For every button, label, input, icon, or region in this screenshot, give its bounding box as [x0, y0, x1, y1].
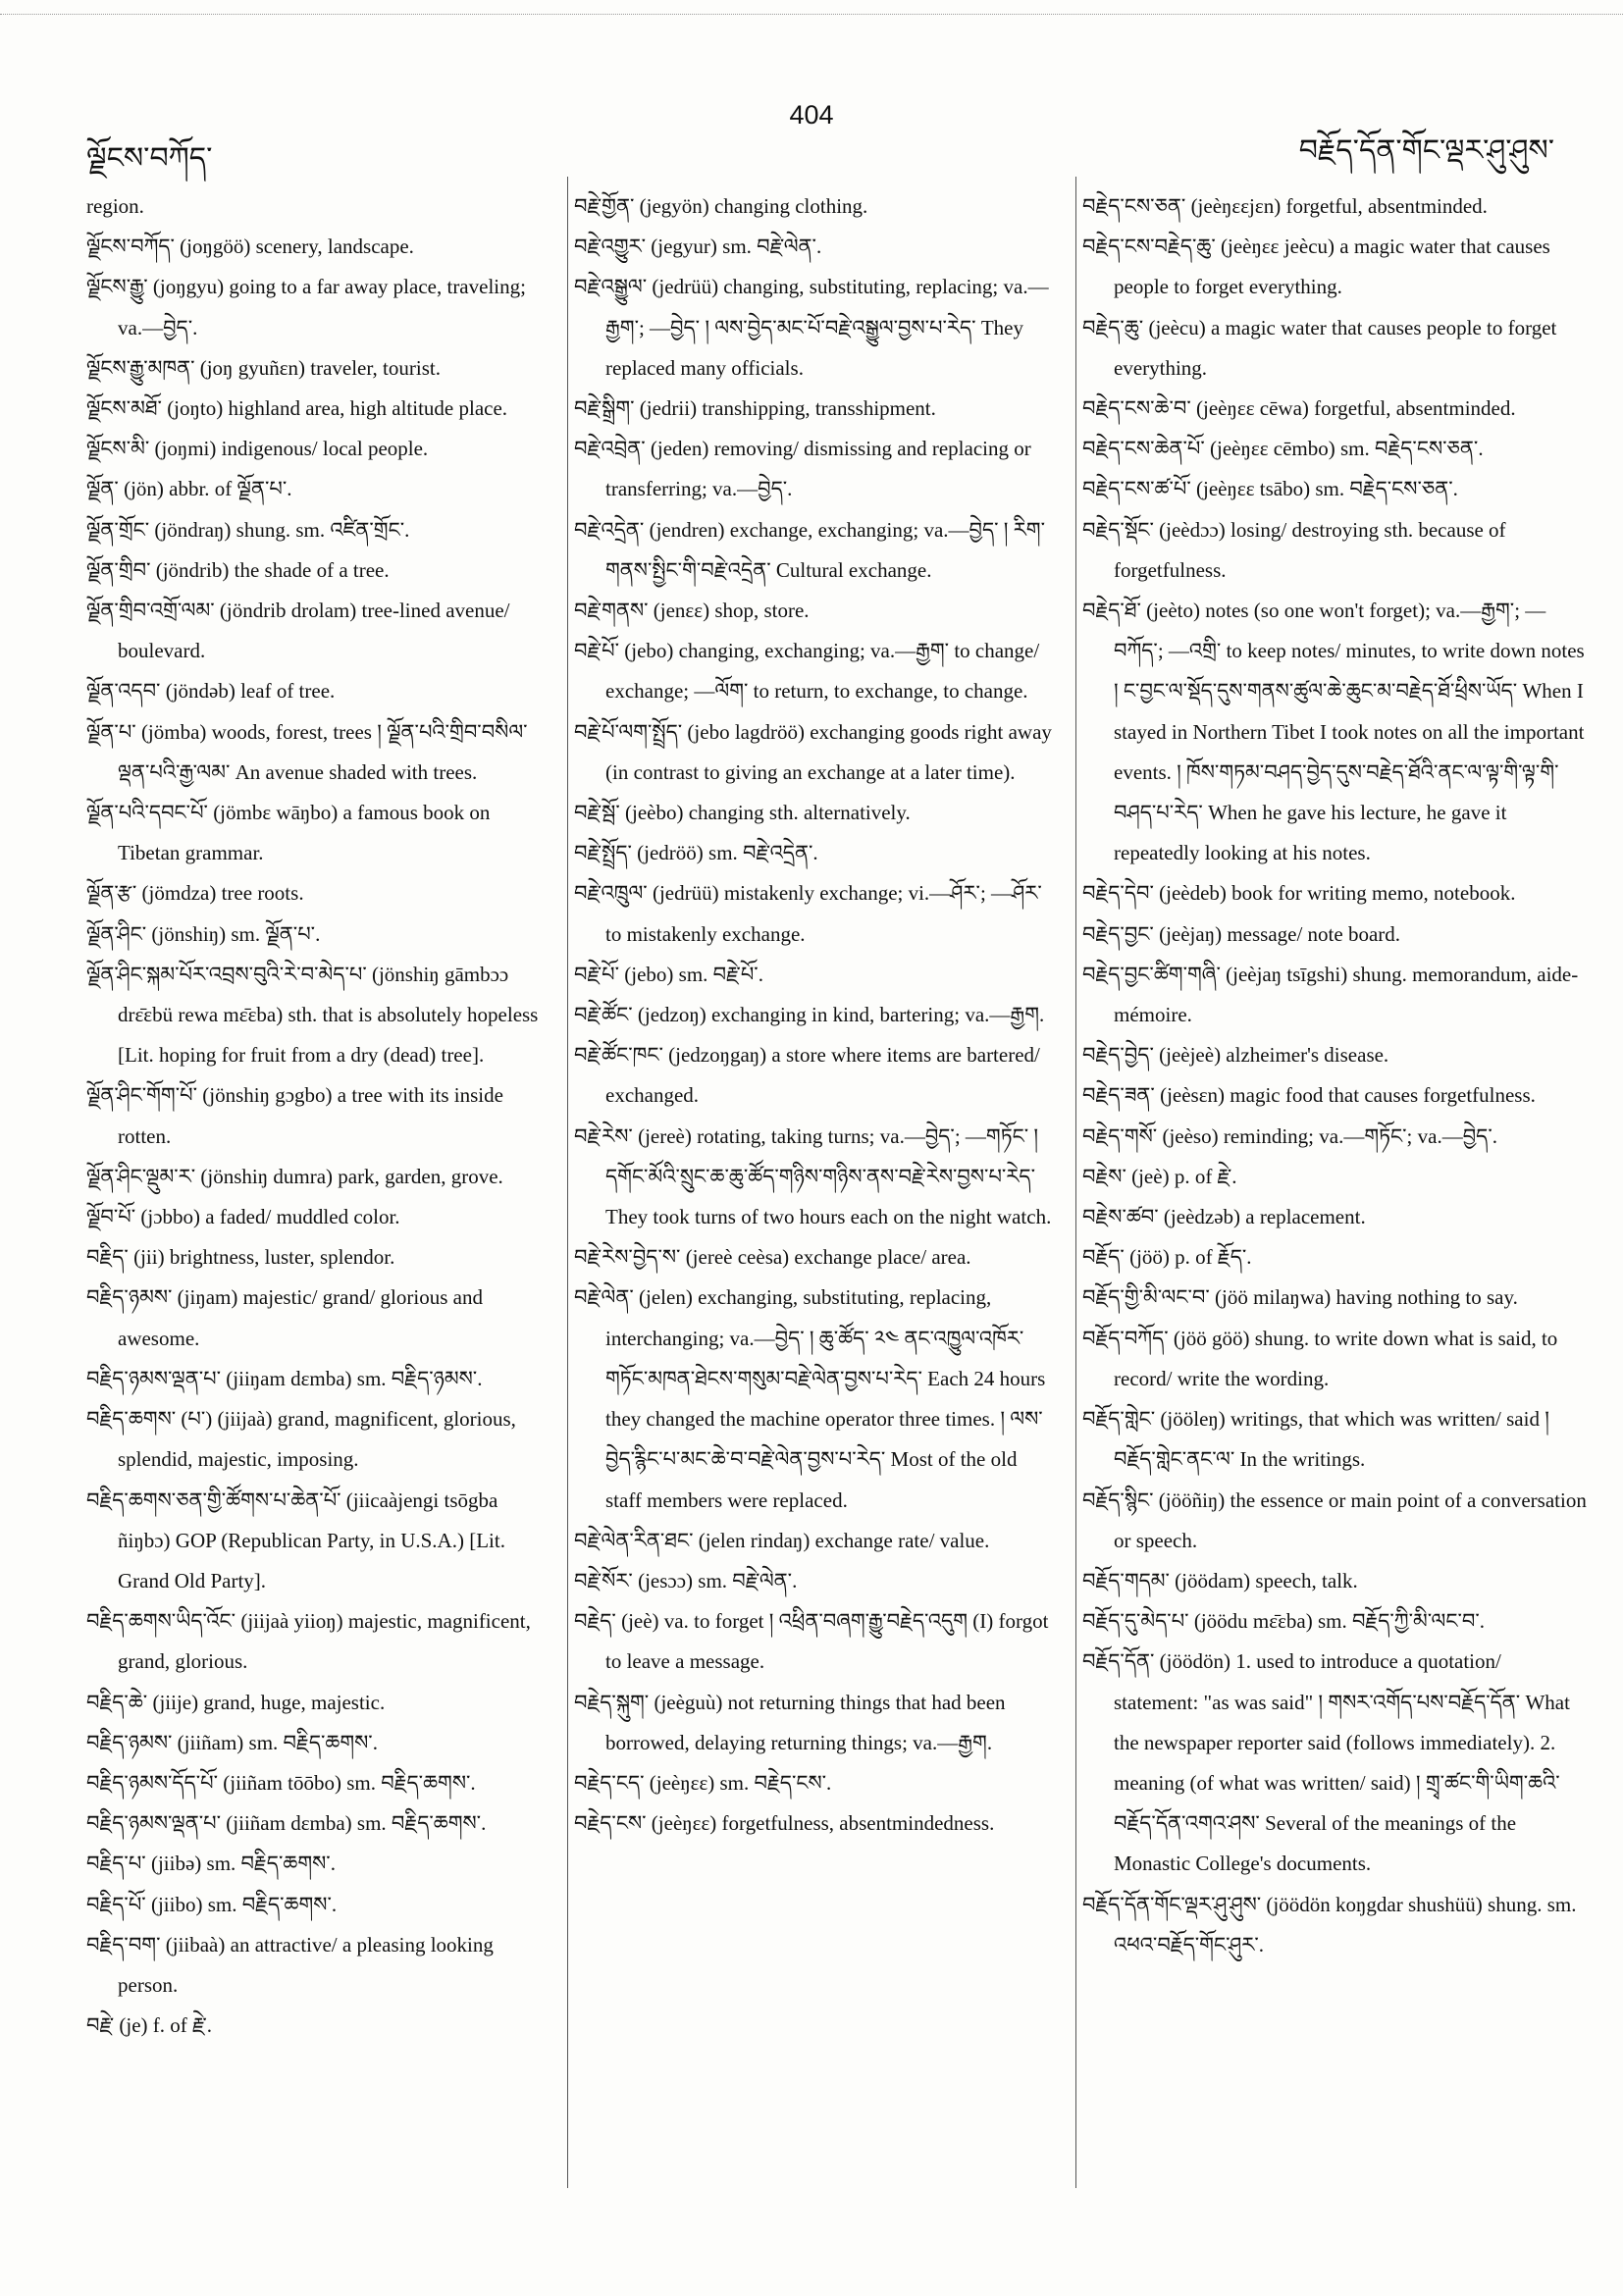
dictionary-entry: བརྗོད་གླེང་ (jööleŋ) writings, that which was written/ said ། བརྗོད་གླེང་ནང་ལ་ In the writings.	[1082, 1407, 1549, 1472]
dictionary-column-1	[86, 186, 548, 2046]
dictionary-entry: བརྗེད་ (jeè) va. to forget ། འཕྲིན་བཞག་རྒྱུ་བརྗེད་འདུག (I) forgot to leave a message.	[574, 1609, 1049, 1674]
dictionary-entry: བརྗེད་སྡོང་ (jeèdɔɔ) losing/ destroying sth. because of forgetfulness.	[1082, 517, 1506, 582]
dictionary-entry: བརྗེད་ཆུ་ (jeècu) a magic water that causes people to forget everything.	[1082, 315, 1557, 380]
dictionary-entry: བརྗིད་ཉམས་ལྡན་པ་ (jiiŋam dɛmba) sm. བརྗིད་ཉམས་.	[86, 1366, 483, 1390]
dictionary-entry: བརྗིད་བག་ (jiibaà) an attractive/ a pleasing looking person.	[86, 1932, 494, 1997]
dictionary-entry: ལྗོན་ (jön) abbr. of ལྗོན་པ་.	[86, 477, 292, 501]
dictionary-entry: བརྗོད་གྱི་མི་ལང་བ་ (jöö milaŋwa) having nothing to say.	[1082, 1285, 1518, 1310]
dictionary-entry: བརྗིད་ (jii) brightness, luster, splendor.	[86, 1245, 395, 1270]
dictionary-entry: བརྗེ་རེས་ (jereè) rotating, taking turns; va.—བྱེད་; —གཏོང་ ། དགོང་མོའི་སྲུང་ཆ་ཆུ་ཚོད་གཉིས་གཉིས་ནས་བརྗེ་རེས་བྱས་པ་རེད་ They took turns of two hours each on the night watch.	[574, 1123, 1052, 1229]
dictionary-entry: བརྗེད་ཟན་ (jeèsɛn) magic food that causes forgetfulness.	[1082, 1083, 1536, 1108]
dictionary-entry: ལྗོན་གྲོང་ (jöndraŋ) shung. sm. འཛིན་གྲོང་.	[86, 517, 410, 542]
dictionary-entry: ལྗོབ་པོ་ (jɔbbo) a faded/ muddled color.	[86, 1205, 400, 1229]
dictionary-entry: བརྗིད་ཉམས་ལྡན་པ་ (jiiñam dɛmba) sm. བརྗིད་ཆགས་.	[86, 1811, 487, 1836]
dictionary-entry: ལྗོངས་རྒྱུ་མཁན་ (joŋ gyuñɛn) traveler, tourist.	[86, 355, 441, 380]
dictionary-entry: བརྗོད་སྙིང་ (jööñiŋ) the essence or main point of a conversation or speech.	[1082, 1487, 1587, 1552]
dictionary-entry: ལྗོན་པ་ (jömba) woods, forest, trees ། ལྗོན་པའི་གྲིབ་བསིལ་ལྡན་པའི་རྒྱ་ལམ་ An avenue shaded with trees.	[86, 719, 528, 784]
dictionary-entry: བརྗེ་རེས་བྱེད་ས་ (jereè ceèsa) exchange place/ area.	[574, 1245, 971, 1270]
dictionary-entry: བརྗོད་དུ་མེད་པ་ (jöödu mɛ̄ɛba) sm. བརྗོད་ཀྱི་མི་ལང་བ་.	[1082, 1609, 1485, 1634]
dictionary-column-3	[1082, 186, 1588, 1965]
dictionary-entry: བརྗིད་པ་ (jiibə) sm. བརྗིད་ཆགས་.	[86, 1852, 336, 1876]
dictionary-entry: བརྗོད་བཀོད་ (jöö göö) shung. to write down what is said, to record/ write the wording.	[1082, 1326, 1558, 1390]
dictionary-entry: ལྗོན་གྲིབ་ (jöndrib) the shade of a tree.	[86, 557, 390, 582]
dictionary-entry: བརྗེད་ངས་བརྗེད་ཆུ་ (jeèŋɛɛ jeècu) a magic water that causes people to forget everything.	[1082, 235, 1550, 299]
dictionary-entry: བརྗེ་ཚོང་ (jedzoŋ) exchanging in kind, bartering; va.—རྒྱག.	[574, 1003, 1045, 1027]
dictionary-entry: བརྗོད་དོན་གོང་ལྡར་ཤུ་ཤུས་ (jöödön koŋgdar shushüü) shung. sm. འཕའ་བརྗོད་གོང་ཤུར་.	[1082, 1892, 1577, 1957]
dictionary-entry: ལྗོངས་རྒྱུ་ (joŋgyu) going to a far away place, traveling; va.—བྱེད་.	[86, 275, 526, 339]
dictionary-entry: བརྗེ་ཚོང་ཁང་ (jedzoŋgaŋ) a store where items are bartered/ exchanged.	[574, 1043, 1040, 1108]
dictionary-entry: བརྗེད་ངས་ཚ་པོ་ (jeèŋɛɛ tsābo) sm. བརྗེད་ངས་ཅན་.	[1082, 477, 1458, 501]
dictionary-entry: བརྗེད་སྐུག་ (jeèguù) not returning things that had been borrowed, delaying returning things; va.—རྒྱག.	[574, 1690, 1006, 1754]
dictionary-entry: ལྗོན་གྲིབ་འགྲོ་ལམ་ (jöndrib drolam) tree-lined avenue/ boulevard.	[86, 599, 510, 663]
dictionary-entry: བརྗེ་པོ་ (jebo) changing, exchanging; va.—རྒྱག་ to change/ exchange; —ལོག་ to return, to exchange, to change.	[574, 639, 1040, 704]
dictionary-entry: ལྗོངས་མཐོ་ (joŋto) highland area, high altitude place.	[86, 396, 508, 421]
dictionary-entry: ལྗོན་པའི་དབང་པོ་ (jömbɛ wāŋbo) a famous book on Tibetan grammar.	[86, 801, 491, 865]
dictionary-entry: བརྗེད་ངས་ཆེན་པོ་ (jeèŋɛɛ cēmbo) sm. བརྗེད་ངས་ཅན་.	[1082, 437, 1484, 461]
dictionary-entry: བརྗེད་ངད་ (jeèŋɛɛ) sm. བརྗེད་ངས་.	[574, 1770, 832, 1795]
dictionary-entry: བརྗེ་འདྲེན་ (jendren) exchange, exchanging; va.—བྱེད་ ། རིག་གནས་སྤྱིང་གི་བརྗེ་འདྲེན་ Cultural exchange.	[574, 517, 1045, 582]
dictionary-entry: ལྗོན་ཤིང་སྐམ་པོར་འབྲས་བུའི་རེ་བ་མེད་པ་ (jönshiŋ gāmbɔɔ drɛ̄ɛbü rewa mɛ̄ɛba) sth. that is absolutely hopeless [Lit. hoping for fruit from a dry (dead) tree].	[86, 962, 539, 1068]
dictionary-entry: བརྗེ་འཁྲུལ་ (jedrüü) mistakenly exchange; vi.—ཤོར་; —ཤོར་ to mistakenly exchange.	[574, 881, 1042, 946]
dictionary-entry: བརྗེ་པོ་ (jebo) sm. བརྗེ་པོ་.	[574, 962, 763, 986]
dictionary-entry: བརྗེ་གནས་ (jenɛɛ) shop, store.	[574, 599, 810, 623]
dictionary-entry: ལྗོན་ཤིང་ལྡུམ་ར་ (jönshiŋ dumra) park, garden, grove.	[86, 1164, 503, 1188]
dictionary-entry: བརྗིད་ཆགས་ཅན་གྱི་ཚོགས་པ་ཆེན་པོ་ (jiicaàjengi tsōgba ñiŋbɔ) GOP (Republican Party, in U.S.A.) [Lit. Grand Old Party].	[86, 1487, 505, 1592]
dictionary-entry: region.	[86, 194, 144, 218]
dictionary-entry: ལྗོངས་བཀོད་ (joŋgöö) scenery, landscape.	[86, 235, 414, 259]
running-head-left: ལྗོངས་བཀོད་	[86, 141, 213, 176]
dictionary-entry: བརྗེད་བྱང་ (jeèjaŋ) message/ note board.	[1082, 921, 1401, 946]
dictionary-entry: ལྗོན་འདབ་ (jöndəb) leaf of tree.	[86, 679, 336, 704]
dictionary-entry: བརྗེ་འགྱུར་ (jegyur) sm. བརྗེ་ལེན་.	[574, 235, 822, 259]
dictionary-entry: བརྗོད་དོན་ (jöödön) 1. used to introduce a quotation/ statement: "as was said" ། གསར་འགོད་པས་བརྗོད་དོན་ What the newspaper reporter said (follows immediately). 2. meaning (of what was written/ said) ། གྲྭ་ཚང་གི་ཡིག་ཆའི་བརྗོད་དོན་འགའ་ཤས་ Several of the meanings of the Monastic College's documents.	[1082, 1649, 1570, 1876]
dictionary-entry: བརྗིད་ཉམས་ (jiiñam) sm. བརྗིད་ཆགས་.	[86, 1730, 378, 1754]
dictionary-entry: བརྗེ་འབྲེན་ (jeden) removing/ dismissing and replacing or transferring; va.—བྱེད་.	[574, 437, 1031, 501]
dictionary-entry: བརྗེད་གསོ་ (jeèso) reminding; va.—གཏོང་; va.—བྱེད་.	[1082, 1123, 1497, 1148]
dictionary-entry: བརྗེ་ལེན་ (jelen) exchanging, substituting, replacing, interchanging; va.—བྱེད་ ། ཆུ་ཚོད་ ༢༤ ནང་འཁྱུལ་འཁོར་གཏོང་མཁན་ཐེངས་གསུམ་བརྗེ་ལེན་བྱས་པ་རེད་ Each 24 hours they changed the machine operator three times. ། ལས་བྱེད་རྙིང་པ་མང་ཆེ་བ་བརྗེ་ལེན་བྱས་པ་རེད་ Most of the old staff members were replaced.	[574, 1285, 1046, 1512]
dictionary-entry: བརྗིད་ཉམས་ (jiŋam) majestic/ grand/ glorious and awesome.	[86, 1285, 483, 1350]
dictionary-entry: བརྗེ་སོར་ (jesɔɔ) sm. བརྗེ་ལེན་.	[574, 1568, 798, 1592]
dictionary-entry: བརྗེད་ཐོ་ (jeèto) notes (so one won't forget); va.—རྒྱག་; —བཀོད་; —འགྲི་ to keep notes/ minutes, to write down notes ། ང་བྱང་ལ་སྡོད་དུས་གནས་ཚུལ་ཆེ་ཆུང་མ་བརྗེད་ཐོ་ཕྲིས་ཡོད་ When I stayed in Northern Tibet I took notes on all the important events. ། ཁོས་གཏམ་བཤད་བྱེད་དུས་བརྗེད་ཐོའི་ནང་ལ་ལྟ་གི་ལྟ་གི་བཤད་པ་རེད་ When he gave his lecture, he gave it repeatedly looking at his notes.	[1082, 599, 1585, 865]
dictionary-entry: བརྗེ་འསྒྱུལ་ (jedrüü) changing, substituting, replacing; va.—རྒྱག་; —བྱེད་ ། ལས་བྱེད་མང་པོ་བརྗེ་འསྒྱུལ་བྱས་པ་རེད་ They replaced many officials.	[574, 275, 1049, 380]
dictionary-entry: བརྗོད་གདམ་ (jöödam) speech, talk.	[1082, 1568, 1358, 1592]
dictionary-entry: ལྗོངས་མི་ (joŋmi) indigenous/ local people.	[86, 437, 429, 461]
page-number: 404	[789, 100, 834, 130]
dictionary-entry: བརྗིད་ཆགས་ཡིད་འོང་ (jiijaà yiioŋ) majestic, magnificent, grand, glorious.	[86, 1609, 531, 1674]
dictionary-entry: བརྗེ་སྒྲིག་ (jedrii) transhipping, transshipment.	[574, 396, 936, 421]
column-divider	[567, 177, 568, 2188]
dictionary-entry: བརྗེ་ (je) f. of རྗེ་.	[86, 2013, 212, 2038]
dictionary-column-2	[574, 186, 1053, 1844]
dictionary-entry: བརྗིད་ཉམས་དོད་པོ་ (jiiñam tōōbo) sm. བརྗིད་ཆགས་.	[86, 1770, 476, 1795]
dictionary-entry: བརྗེ་གྱོན་ (jegyön) changing clothing.	[574, 194, 868, 218]
dictionary-entry: བརྗིད་ཆེ་ (jiije) grand, huge, majestic.	[86, 1690, 386, 1714]
running-head-right: བརྗོད་དོན་གོང་ལྡར་ཤུ་ཤུས་	[1298, 133, 1554, 168]
dictionary-entry: བརྗེས་ཚབ་ (jeèdzəb) a replacement.	[1082, 1205, 1366, 1229]
dictionary-entry: ལྗོན་ཤིང་ (jönshiŋ) sm. ལྗོན་པ་.	[86, 921, 321, 946]
dictionary-entry: བརྗིད་པོ་ (jiibo) sm. བརྗིད་ཆགས་.	[86, 1892, 338, 1916]
dictionary-entry: བརྗེད་ངས་ཆེ་བ་ (jeèŋɛɛ cēwa) forgetful, absentminded.	[1082, 396, 1516, 421]
dictionary-entry: ལྗོན་རྩ་ (jömdza) tree roots.	[86, 881, 304, 906]
dictionary-entry: བརྗེད་དེབ་ (jeèdeb) book for writing memo, notebook.	[1082, 881, 1516, 906]
dictionary-entry: བརྗེད་བྱེད་ (jeèjeè) alzheimer's disease.	[1082, 1043, 1389, 1068]
dictionary-entry: བརྗེས་ (jeè) p. of རྗེ་.	[1082, 1164, 1237, 1188]
dictionary-entry: བརྗེ་སྦོ་ (jeèbo) changing sth. alternatively.	[574, 801, 911, 825]
top-scan-edge	[0, 14, 1623, 17]
dictionary-entry: བརྗེད་ངས་ཅན་ (jeèŋɛɛjɛn) forgetful, absentminded.	[1082, 194, 1488, 218]
dictionary-entry: བརྗེད་བྱང་ཚིག་གཞི་ (jeèjaŋ tsīgshi) shung. memorandum, aide-mémoire.	[1082, 962, 1579, 1027]
dictionary-entry: བརྗིད་ཆགས་ (པ་) (jiijaà) grand, magnificent, glorious, splendid, majestic, imposing.	[86, 1407, 516, 1472]
dictionary-entry: བརྗེ་པོ་ལག་སྤྲོད་ (jebo lagdröö) exchanging goods right away (in contrast to giving an exchange at a later time).	[574, 719, 1052, 784]
column-divider	[1075, 177, 1076, 2188]
dictionary-entry: བརྗེ་སྤྲོད་ (jedröö) sm. བརྗེ་འདྲེན་.	[574, 841, 818, 865]
dictionary-entry: བརྗེ་ལེན་རིན་ཐང་ (jelen rindaŋ) exchange rate/ value.	[574, 1528, 990, 1552]
dictionary-entry: བརྗེད་ངས་ (jeèŋɛɛ) forgetfulness, absentmindedness.	[574, 1811, 995, 1836]
dictionary-entry: ལྗོན་ཤིང་གོག་པོ་ (jönshiŋ gɔgbo) a tree with its inside rotten.	[86, 1083, 503, 1148]
dictionary-entry: བརྗོད་ (jöö) p. of རྗོད་.	[1082, 1245, 1252, 1270]
